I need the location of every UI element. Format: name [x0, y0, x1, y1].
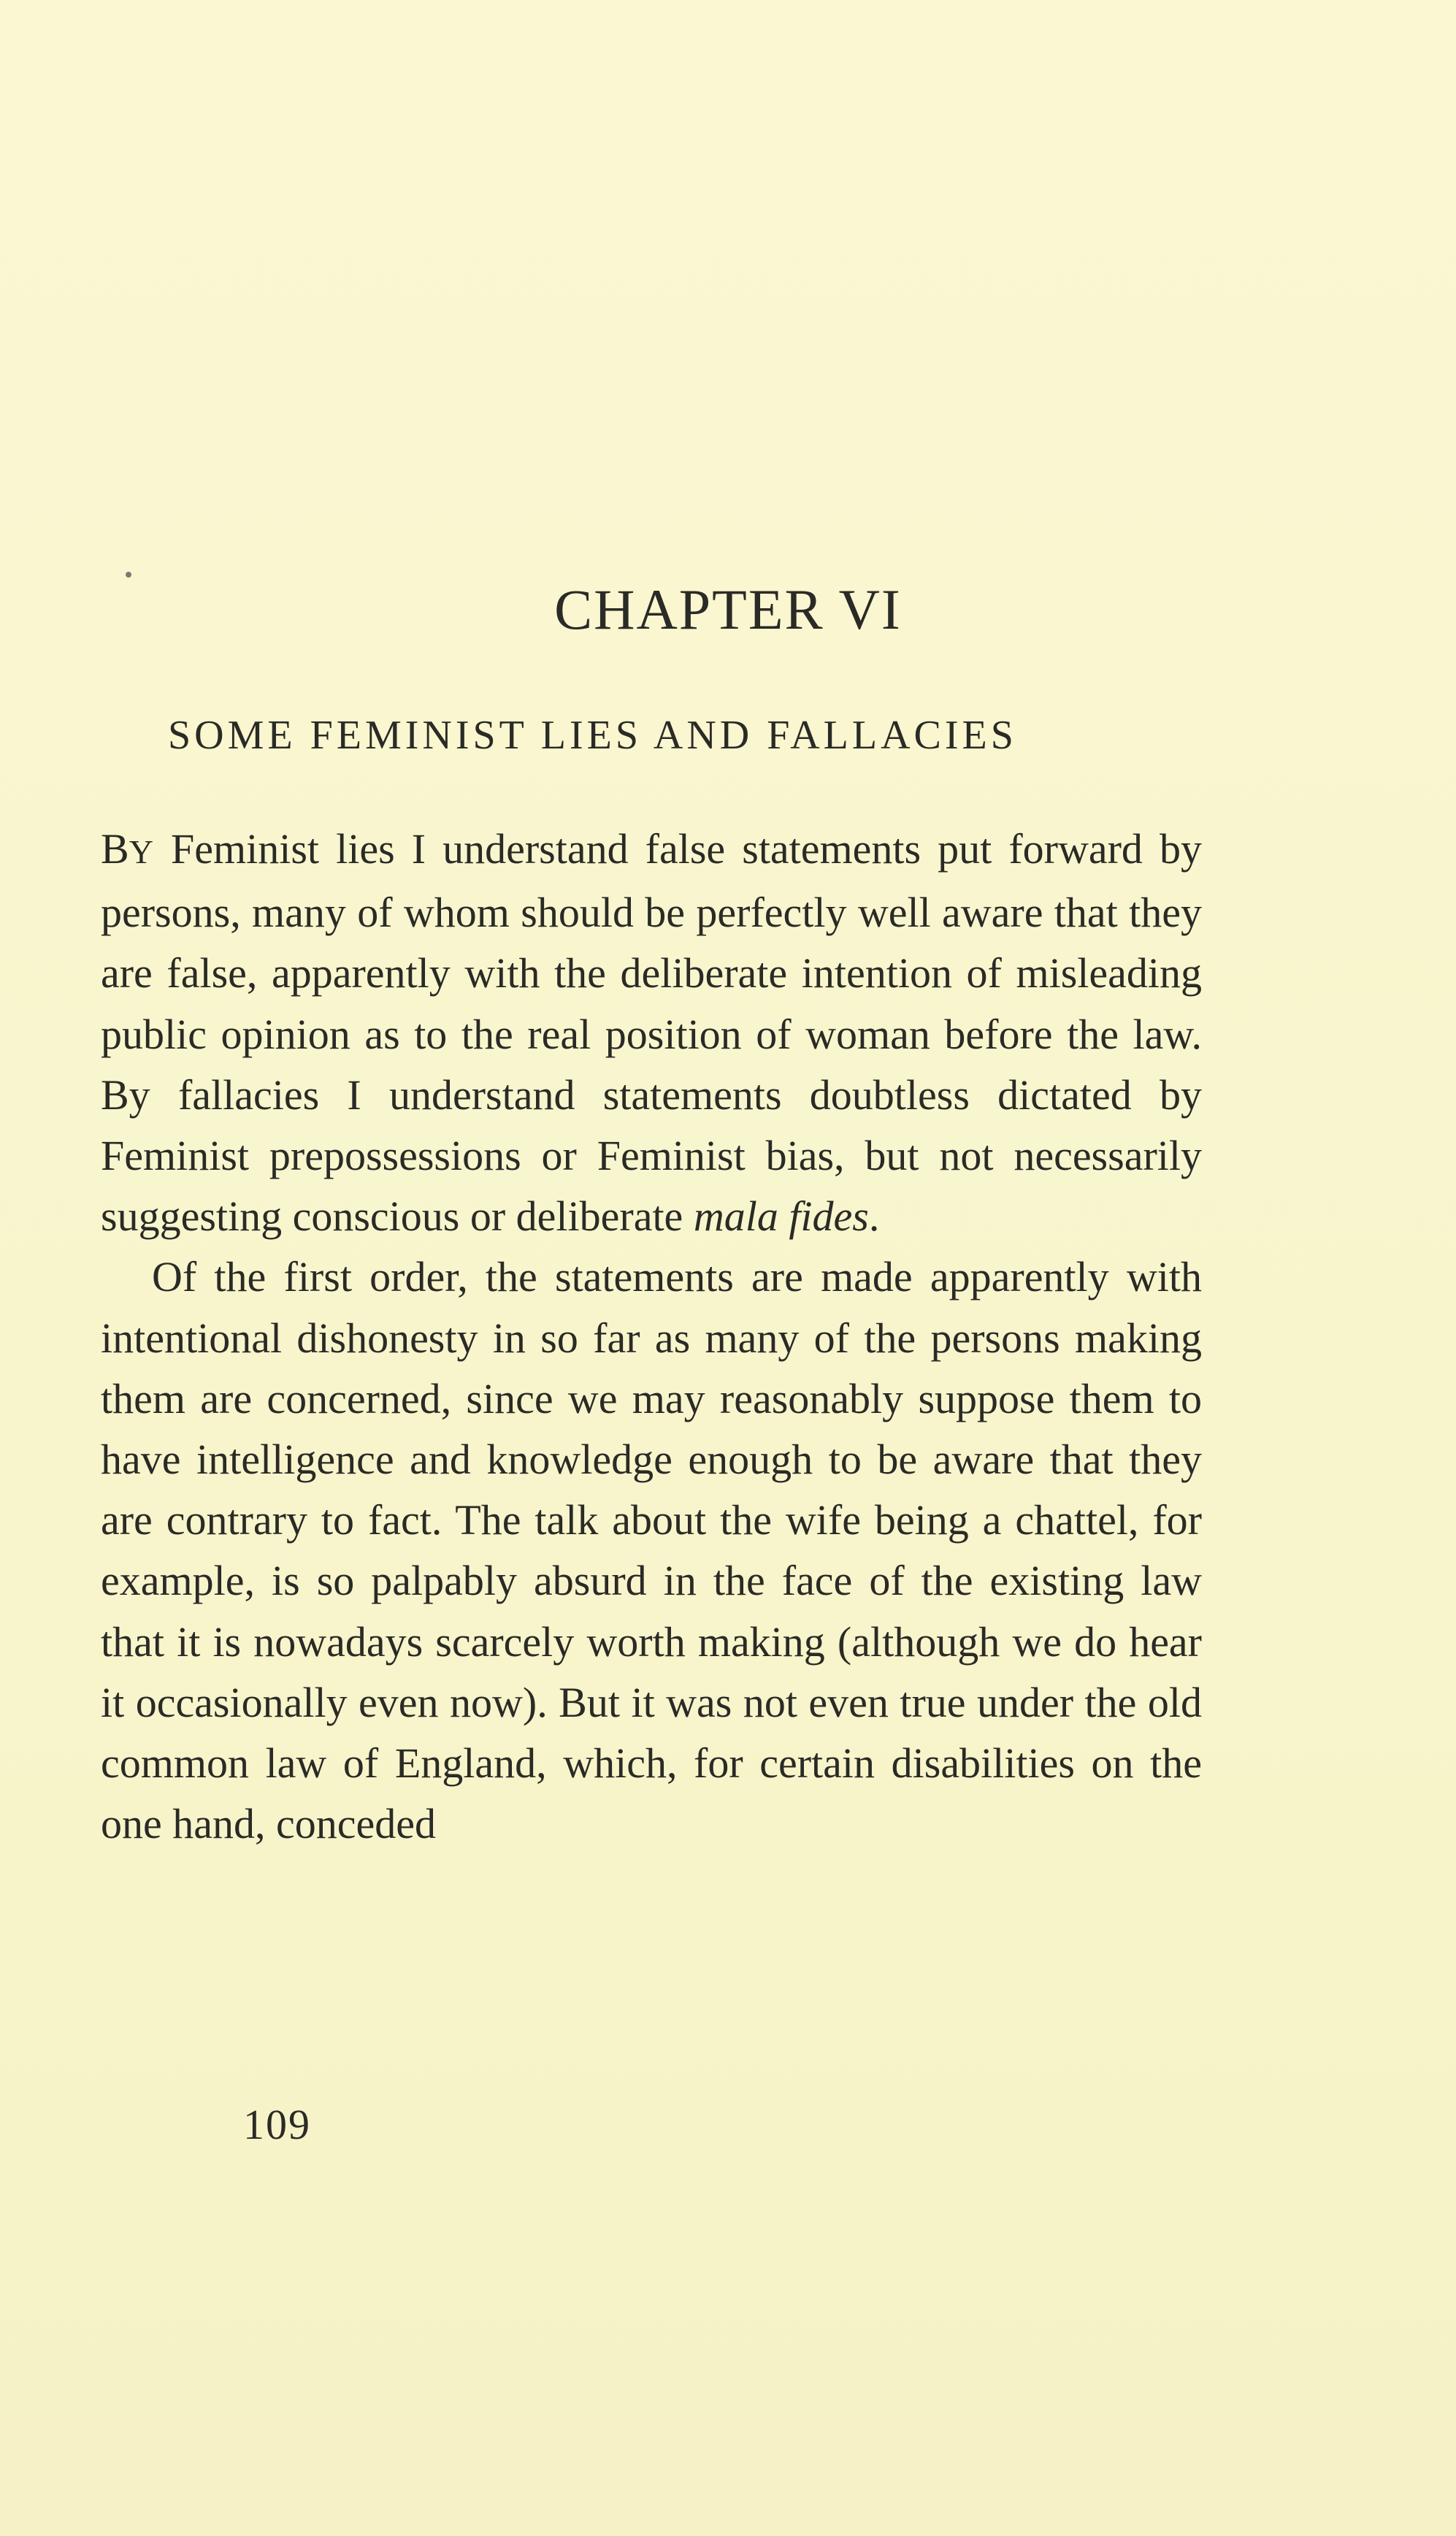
chapter-subtitle: SOME FEMINIST LIES AND FALLACIES [168, 713, 1017, 758]
paragraph-1-text: Feminist lies I understand false statements put forward by persons, many of whom should be perfectly well aware that they are false, apparently with the deliberate intention of misleading public opinion as to the real position of woman before the law. By fallacies I understand statements doubtless dictated by Feminist prepossessions or Feminist bias, but not necessarily suggesting conscious or deliberate [101, 825, 1202, 1241]
paragraph-1 [101, 819, 1202, 1246]
paragraph-2: Of the first order, the statements are made apparently with intentional dishonesty in so far as many of the persons making them are concerned, since we may reasonably suppose them to have intelligence and knowledge enough to be aware that they are contrary to fact. The talk about the wife being a chattel, for example, is so palpably absurd in the face of the existing law that it is nowadays scarcely worth making (although we do hear it occasionally even now). But it was not even true under the old common law of England, which, for certain disabilities on the one hand, conceded [101, 1253, 1202, 1848]
italic-phrase: mala fides [693, 1192, 869, 1241]
body-text [101, 819, 1202, 1854]
chapter-title: CHAPTER VI [554, 578, 902, 641]
dropcap-first: B [101, 825, 129, 873]
paragraph-1-end: . [868, 1192, 880, 1241]
page-number: 109 [243, 2101, 311, 2148]
dropcap-rest: Y [129, 833, 154, 870]
